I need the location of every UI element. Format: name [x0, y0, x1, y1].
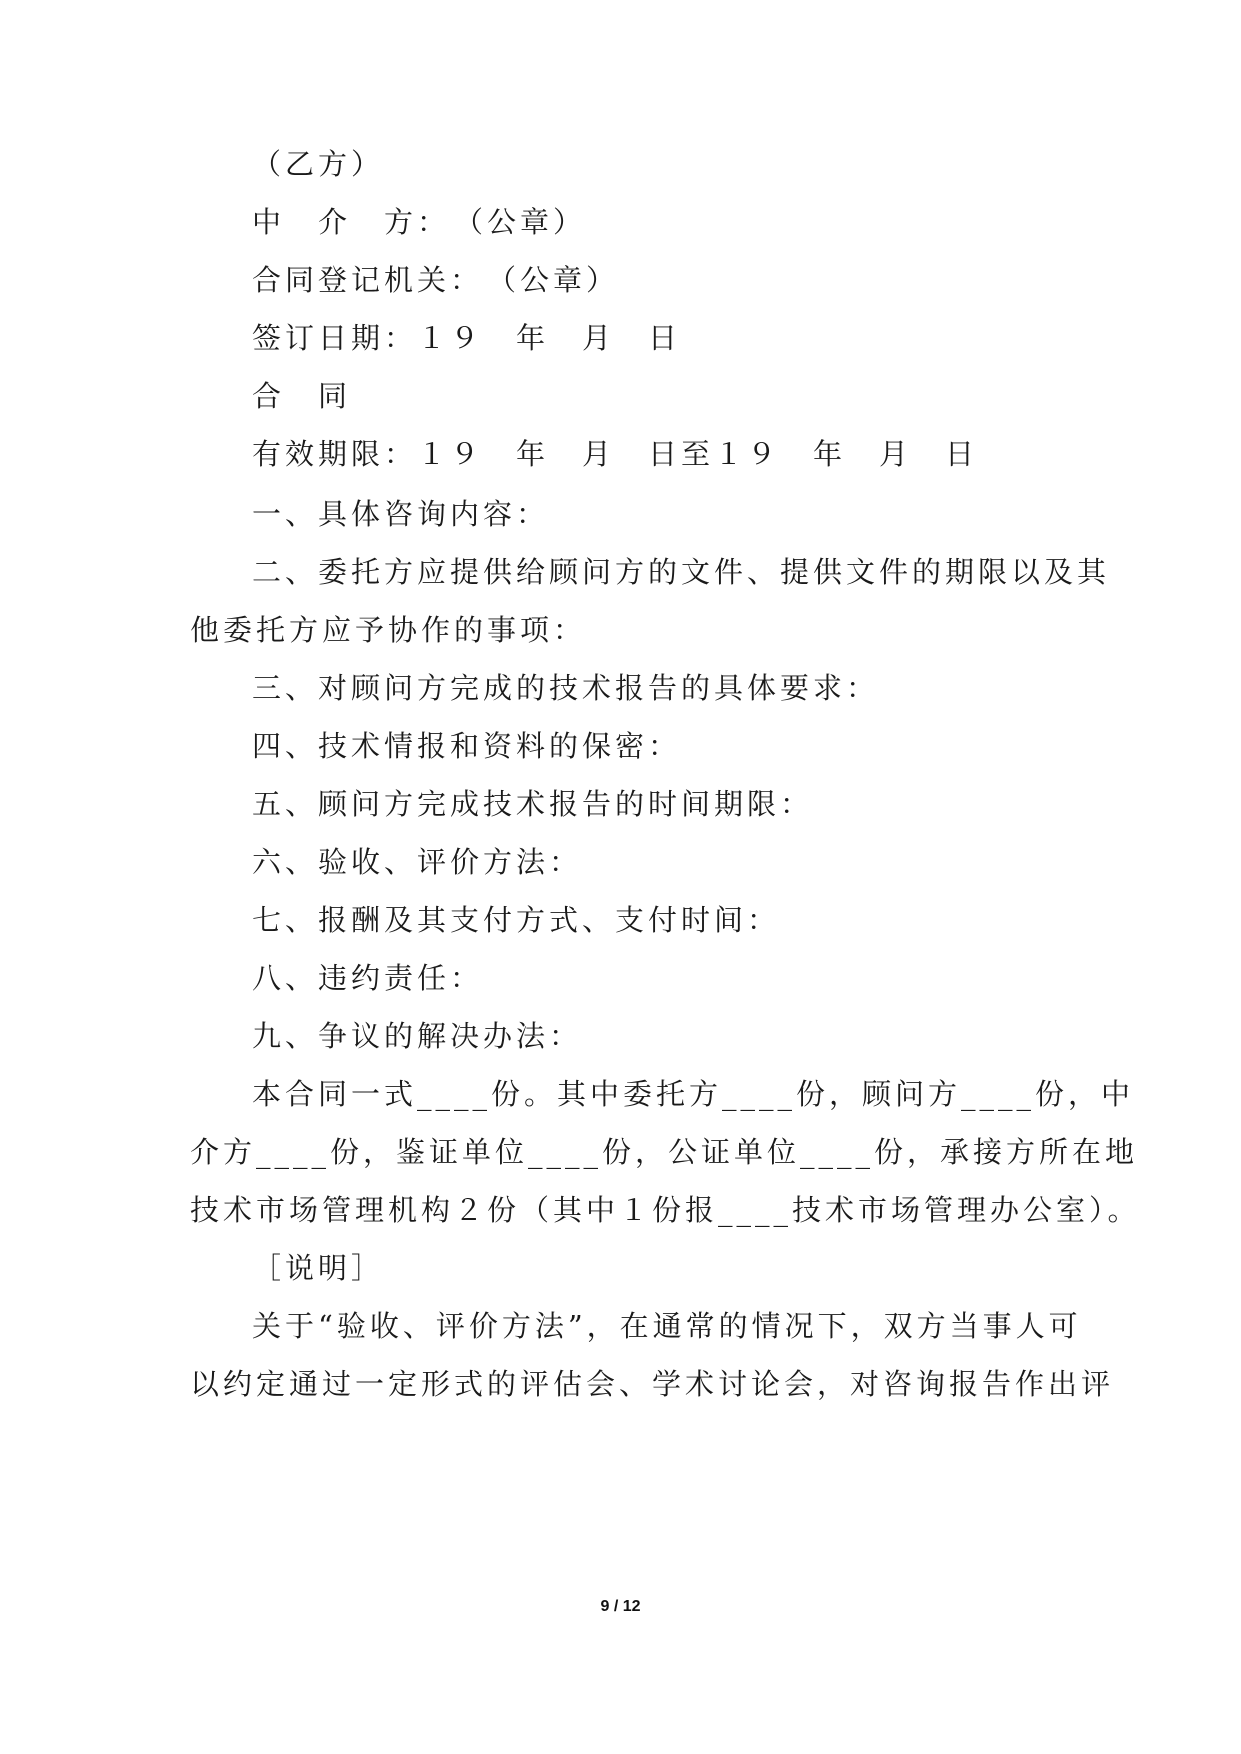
clause-5: 五、顾问方完成技术报告的时间期限： — [252, 787, 814, 821]
note-paragraph-line-2: 以约定通过一定形式的评估会、学术讨论会，对咨询报告作出评 — [190, 1367, 1115, 1401]
copies-paragraph-line-1: 本合同一式____份。其中委托方____份，顾问方____份，中 — [252, 1077, 1135, 1111]
contract-heading: 合 同 — [252, 379, 352, 413]
clause-7: 七、报酬及其支付方式、支付时间： — [252, 903, 781, 937]
party-b-label: （乙方） — [252, 147, 385, 181]
signing-date-line: 签订日期：１９ 年 月 日 — [252, 321, 682, 355]
page-number: 9 / 12 — [600, 1598, 641, 1615]
clause-2-line-2: 他委托方应予协作的事项： — [190, 613, 587, 647]
registration-authority-line: 合同登记机关： （公章） — [252, 263, 620, 297]
clause-8: 八、违约责任： — [252, 961, 484, 995]
copies-paragraph-line-3: 技术市场管理机构２份（其中１份报____技术市场管理办公室）。 — [190, 1193, 1141, 1227]
clause-1: 一、具体咨询内容： — [252, 497, 550, 531]
clause-4: 四、技术情报和资料的保密： — [252, 729, 682, 763]
clause-9: 九、争议的解决办法： — [252, 1019, 583, 1053]
clause-6: 六、验收、评价方法： — [252, 845, 583, 879]
copies-paragraph-line-2: 介方____份，鉴证单位____份，公证单位____份，承接方所在地 — [190, 1135, 1139, 1169]
clause-3: 三、对顾问方完成的技术报告的具体要求： — [252, 671, 880, 705]
clause-2-line-1: 二、委托方应提供给顾问方的文件、提供文件的期限以及其 — [252, 555, 1111, 589]
validity-period-line: 有效期限：１９ 年 月 日至１９ 年 月 日 — [252, 437, 979, 471]
note-paragraph-line-1: 关于“验收、评价方法”，在通常的情况下，双方当事人可 — [252, 1309, 1082, 1343]
intermediary-line: 中 介 方： （公章） — [252, 205, 587, 239]
note-heading: ［说明］ — [252, 1251, 385, 1285]
